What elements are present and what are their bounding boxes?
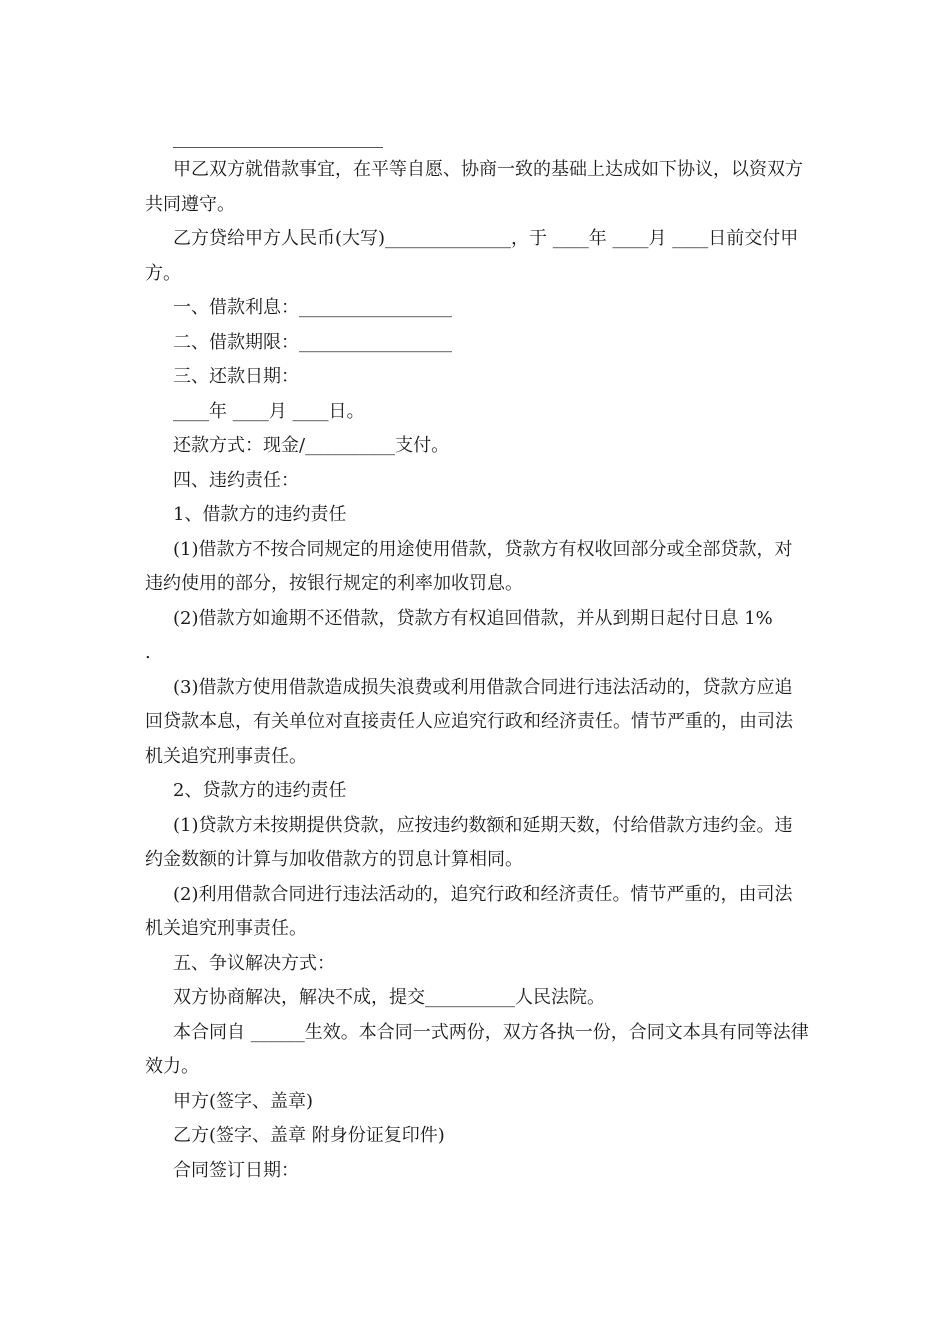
repayment-method-line: 还款方式：现金/__________支付。 — [173, 435, 450, 456]
party-b-signature: 乙方(签字、盖章 附身份证复印件) — [173, 1125, 445, 1146]
stray-period: . — [145, 642, 151, 663]
borrower-clause-1: (1)借款方不按合同规定的用途使用借款，贷款方有权收回部分或全部贷款，对违约使用的部分，按银行规定的利率加收罚息。 — [145, 538, 793, 594]
interest-line: 一、借款利息：_________________ — [173, 297, 452, 318]
dispute-clause: 双方协商解决，解决不成，提交__________人民法院。 — [173, 987, 605, 1008]
repayment-date-heading: 三、还款日期： — [173, 366, 299, 387]
lender-clause-2: (2)利用借款合同进行违法活动的，追究行政和经济责任。情节严重的，由司法机关追究刑事责任。 — [145, 883, 793, 939]
loan-amount-paragraph: 乙方贷给甲方人民币(大写)______________，于 ____年 ____月 ____日前交付甲方。 — [145, 228, 799, 284]
liability-heading: 四、违约责任： — [173, 469, 299, 491]
term-line: 二、借款期限：_________________ — [173, 331, 452, 353]
repayment-date-blanks: ____年 ____月 ____日。 — [173, 400, 365, 422]
contract-body — [145, 153, 810, 1188]
dispute-heading: 五、争议解决方式： — [173, 952, 335, 974]
borrower-clause-2: (2)借款方如逾期不还借款，贷款方有权追回借款，并从到期日起付日息 1% — [173, 607, 773, 629]
lender-clause-1: (1)贷款方未按期提供贷款，应按违约数额和延期天数，付给借款方违约金。违约金数额的计算与加收借款方的罚息计算相同。 — [145, 814, 793, 870]
borrower-liability-subheading: 1、借款方的违约责任 — [173, 504, 347, 525]
effective-clause: 本合同自 ______生效。本合同一式两份，双方各执一份，合同文本具有同等法律效力。 — [145, 1021, 809, 1077]
lender-liability-subheading: 2、贷款方的违约责任 — [173, 780, 347, 801]
signing-date: 合同签订日期： — [173, 1159, 299, 1181]
borrower-clause-3: (3)借款方使用借款造成损失浪费或利用借款合同进行违法活动的，贷款方应追回贷款本息，有关单位对直接责任人应追究行政和经济责任。情节严重的，由司法机关追究刑事责任。 — [145, 676, 793, 767]
party-a-signature: 甲方(签字、盖章) — [173, 1090, 314, 1112]
intro-paragraph: 甲乙双方就借款事宜，在平等自愿、协商一致的基础上达成如下协议，以资双方共同遵守。 — [145, 159, 803, 215]
top-blank-line — [173, 147, 383, 148]
